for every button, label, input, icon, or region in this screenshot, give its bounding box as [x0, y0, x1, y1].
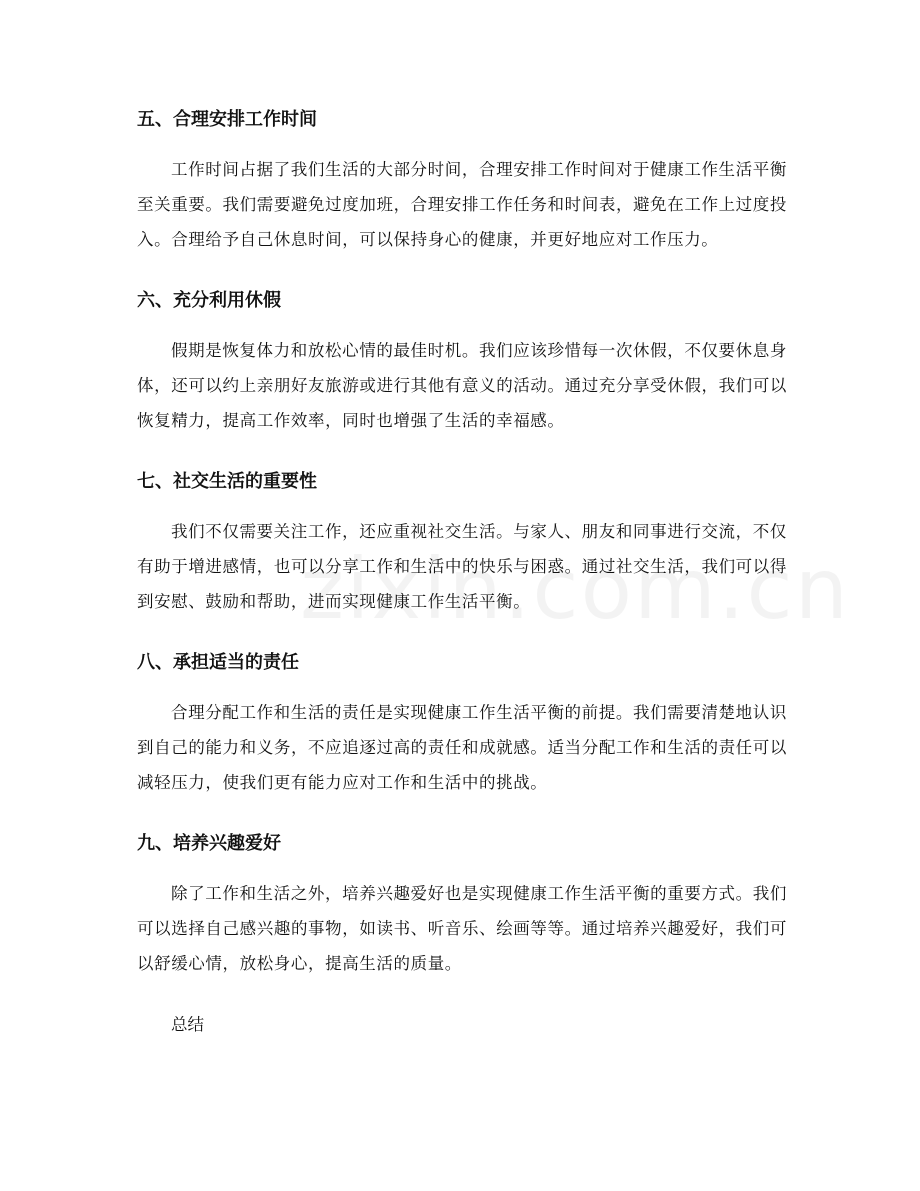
section-paragraph-9: 除了工作和生活之外，培养兴趣爱好也是实现健康工作生活平衡的重要方式。我们可以选择自己感兴趣的事物，如读书、听音乐、绘画等等。通过培养兴趣爱好，我们可以舒缓心情，放松身心，提高生活的质量。 — [137, 884, 787, 973]
summary-heading: 总结 — [171, 1015, 204, 1034]
section-title-5: 五、合理安排工作时间 — [137, 109, 317, 130]
section-title-7: 七、社交生活的重要性 — [137, 471, 317, 492]
section-paragraph-6: 假期是恢复体力和放松心情的最佳时机。我们应该珍惜每一次休假，不仅要休息身体，还可以约上亲朋好友旅游或进行其他有意义的活动。通过充分享受休假，我们可以恢复精力，提高工作效率，同时也增强了生活的幸福感。 — [137, 341, 787, 430]
section-title-8: 八、承担适当的责任 — [137, 652, 299, 673]
document-content — [137, 102, 787, 1042]
section-paragraph-8: 合理分配工作和生活的责任是实现健康工作生活平衡的前提。我们需要清楚地认识到自己的能力和义务，不应追逐过高的责任和成就感。适当分配工作和生活的责任可以减轻压力，使我们更有能力应对工作和生活中的挑战。 — [137, 703, 787, 792]
section-title-6: 六、充分利用休假 — [137, 290, 281, 311]
section-paragraph-5: 工作时间占据了我们生活的大部分时间，合理安排工作时间对于健康工作生活平衡至关重要。我们需要避免过度加班，合理安排工作任务和时间表，避免在工作上过度投入。合理给予自己休息时间，可以保持身心的健康，并更好地应对工作压力。 — [137, 160, 787, 249]
section-paragraph-7: 我们不仅需要关注工作，还应重视社交生活。与家人、朋友和同事进行交流，不仅有助于增进感情，也可以分享工作和生活中的快乐与困惑。通过社交生活，我们可以得到安慰、鼓励和帮助，进而实现健康工作生活平衡。 — [137, 522, 787, 611]
section-title-9: 九、培养兴趣爱好 — [137, 833, 281, 854]
